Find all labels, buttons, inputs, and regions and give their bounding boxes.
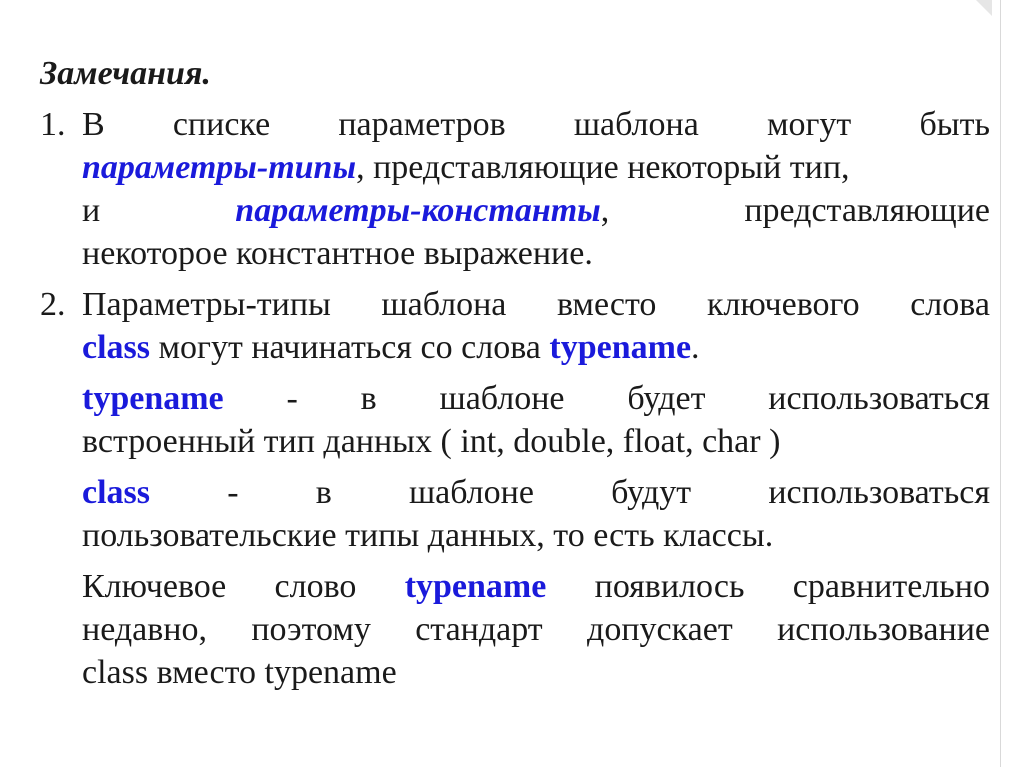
text: , <box>600 192 610 229</box>
word: сравнительно <box>792 568 990 605</box>
item1-line4: некоторое константное выражение. <box>82 235 593 272</box>
word: - <box>227 474 239 511</box>
page-corner-decoration <box>976 0 992 16</box>
item2-line2 <box>82 326 990 369</box>
item1-line1 <box>82 103 990 146</box>
keyword-class: class <box>82 474 150 511</box>
word: использоваться <box>768 380 990 417</box>
word: Ключевое <box>82 568 227 605</box>
item1-line3 <box>82 189 990 232</box>
word: слова <box>910 286 990 323</box>
list-item-2 <box>40 283 990 369</box>
term-type-params: параметры-типы <box>82 149 357 186</box>
paragraph-note <box>82 565 990 694</box>
class-line1 <box>82 471 990 514</box>
word: стандарт <box>415 611 543 648</box>
word: вместо <box>556 286 657 323</box>
word: Параметры-типы <box>82 286 331 323</box>
word: и <box>82 192 101 229</box>
word: слово <box>274 568 357 605</box>
slide-content <box>40 52 990 702</box>
list-item-1 <box>40 103 990 275</box>
note-line1 <box>82 565 990 608</box>
note-line3: class вместо typename <box>82 654 397 691</box>
word: допускает <box>587 611 733 648</box>
word: в <box>360 380 377 417</box>
class-line2: пользовательские типы данных, то есть классы. <box>82 517 774 554</box>
item1-line2 <box>82 146 990 189</box>
word: В <box>82 106 105 143</box>
word: шаблона <box>573 106 699 143</box>
word: ключевого <box>706 286 860 323</box>
word: быть <box>919 106 990 143</box>
heading: Замечания. <box>40 55 211 92</box>
text: . <box>691 329 700 366</box>
list-number: 1. <box>40 106 66 143</box>
keyword-typename: typename <box>404 568 547 605</box>
word: недавно, <box>82 611 207 648</box>
word: шаблоне <box>408 474 534 511</box>
text: , представляющие некоторый тип, <box>356 149 850 186</box>
note-line2 <box>82 608 990 651</box>
typename-line2: встроенный тип данных ( int, double, float, char ) <box>82 423 781 460</box>
paragraph-class <box>82 471 990 557</box>
paragraph-typename <box>82 377 990 463</box>
word: могут <box>766 106 852 143</box>
list-number: 2. <box>40 286 66 323</box>
typename-line1 <box>82 377 990 420</box>
word: использоваться <box>768 474 990 511</box>
word: списке <box>172 106 271 143</box>
keyword-typename: typename <box>549 329 692 366</box>
word: шаблона <box>381 286 507 323</box>
word: поэтому <box>251 611 371 648</box>
word: параметров <box>338 106 506 143</box>
word: представляющие <box>744 192 990 229</box>
term-const-params: параметры-константы <box>235 192 601 229</box>
text: могут начинаться со слова <box>150 329 550 366</box>
word: в <box>315 474 332 511</box>
keyword-class: class <box>82 329 150 366</box>
word: появилось <box>594 568 745 605</box>
word: шаблоне <box>439 380 565 417</box>
word: будут <box>611 474 692 511</box>
item2-line1 <box>82 283 990 326</box>
word: - <box>286 380 298 417</box>
word: использование <box>777 611 990 648</box>
word: будет <box>627 380 706 417</box>
keyword-typename: typename <box>82 380 224 417</box>
